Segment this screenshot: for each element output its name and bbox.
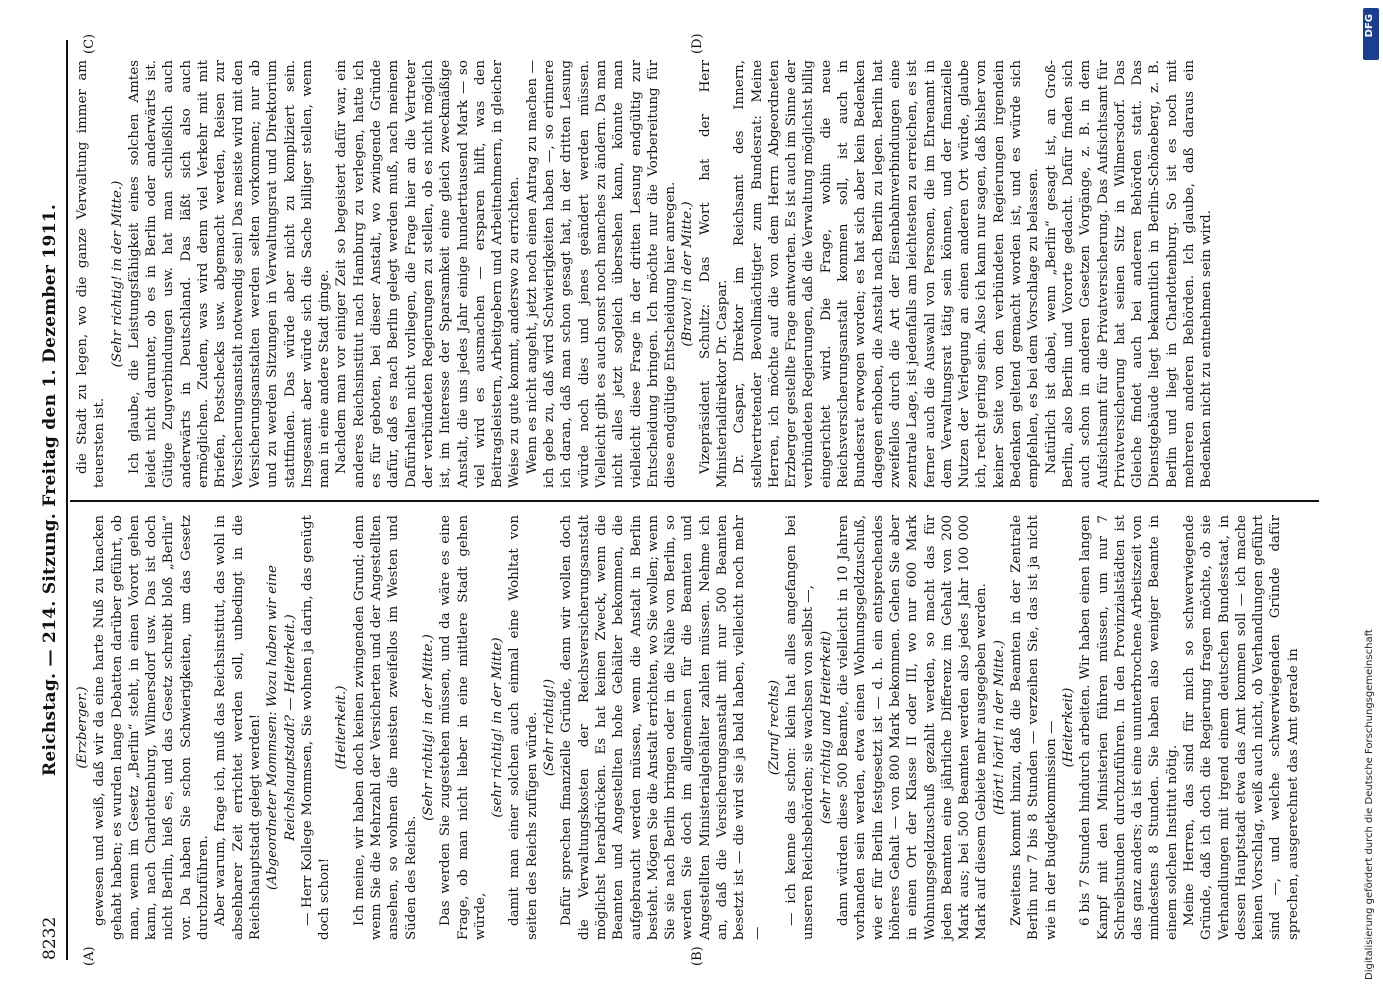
- paragraph: (Hört! hört! in der Mitte.): [991, 640, 1007, 815]
- paragraph: — ich kenne das schon: klein hat alles angefangen bei unseren Reichsbehörden; sie wachsen von selbst —,: [784, 515, 817, 940]
- paragraph: damit man einer solchen auch einmal eine Wohltat von seiten des Reichs zufügen würde.: [507, 515, 540, 940]
- paragraph: Ich glaube, die Leistungsfähigkeit eines solchen Amtes leidet nicht darunter, ob es in Berlin oder anderwärts ist. Gütige Zugverbindungen usw. hat man schließlich auch anderwärts in Deutschland. Das läßt sich also auch ermöglichen. Zudem, was wird denn viel Verkehr mit mit Briefen, Postschecks usw. abgemacht werden, Reisen zur Versicherungsanstalt notwendig sein! Das meiste wird mit den Versicherungsanstalten werden selten vorkommen; nur ab und zu werden Sitzungen in Verwaltungsrat und Direktorium stattfinden. Das würde aber nicht zu kompliziert sein. Insgesamt aber würde sich die Sache billiger stellen, wenn man in eine andere Stadt ginge.: [126, 60, 333, 488]
- page-number: 8232: [40, 916, 60, 960]
- paragraph: (Abgeordneter Mommsen: Wozu haben wir eine Reichshauptstadt? — Heiterkeit.): [265, 565, 298, 890]
- dfg-logo: DFG: [1363, 8, 1379, 60]
- paragraph: Meine Herren, das sind für mich so schwerwiegende Gründe, daß ich doch die Regierung fragen möchte, ob sie Verhandlungen mit irgend einem deutschen Bundesstaat, in dessen Hauptstadt etwa das Amt kommen soll — ich mache keinen Vorschlag, weiß auch nicht, ob Verhandlungen geführt sind —, und welche schwerwiegenden Gründe dafür sprechen, ausgerechnet das Amt gerade in: [1182, 515, 1301, 940]
- page-title: Reichstag. — 214. Sitzung. Freitag den 1. Dezember 1911.: [40, 203, 60, 777]
- paragraph: gewesen und weiß, daß wir da eine harte Nuß zu knacken gehabt haben; es wurden lange Debatten darüber geführt, ob man, wenn im Gesetz „Berlin“ steht, in einen Vorort gehen kann, nach Charlottenburg, Wilmersdorf usw. Das ist doch nicht Berlin, hieß es, und das Gesetz schreibt bloß „Berlin“ vor. Da haben Sie schon Schwierigkeiten, um das Gesetz durchzuführen.: [92, 515, 212, 940]
- column-divider: [70, 500, 1319, 502]
- digitization-credit: [1362, 0, 1382, 1000]
- left-text-column: [74, 515, 1302, 940]
- paragraph: — Herr Kollege Mommsen, Sie wohnen ja darin, das genügt doch schon!: [299, 515, 333, 940]
- margin-mark-a: (A): [82, 946, 97, 966]
- paragraph: Nachdem man vor einiger Zeit so begeistert dafür war, ein anderes Reichsinstitut nach Hamburg zu verlegen, hatte ich es für geboten, bei dieser Anstalt, wo zwingende Gründe dafür, daß es nach Berlin gelegt werden muß, nach meinem Dafürhalten nicht vorliegen, die Frage hier an die Vertreter der verbündeten Regierungen zu stellen, ob es nicht möglich ist, im Interesse der Sparsamkeit eine gleich zweckmäßige Anstalt, die uns jedes Jahr einige hunderttausend Mark — so viel wird es ausmachen — ersparen hilft, was den Beitragsleistern, Arbeitgebern und Arbeitnehmern, in gleicher Weise zu gute kommt, anderswo zu errichten.: [334, 60, 523, 488]
- paragraph: (Bravo! in der Mitte.): [680, 201, 696, 347]
- paragraph: Natürlich ist dabei, wenn „Berlin“ gesagt ist, an Groß-Berlin, also Berlin und Vororte gedacht. Dafür finden sich auch schon in anderen Gesetzen Vorgänge, z. B. in dem Aufsichtsamt für die Privatversicherung. Das Aufsichtsamt für Privatversicherung hat seinen Sitz in Wilmersdorf. Das Gleiche findet auch bei anderen Behörden statt. Das Dienstgebäude liegt bekanntlich in Berlin-Schöneberg, z. B. Berlin und liegt in Charlottenburg. So ist es noch mit mehreren anderen Behörden. Ich glaube, daß daraus ein Bedenken nicht zu entnehmen sein wird.: [1043, 60, 1215, 488]
- paragraph: Dr. Caspar, Direktor im Reichsamt des Innern, stellvertretender Bevollmächtigter zum Bundesrat: Meine Herren, ich möchte auf die von dem Herrn Abgeordneten Erzberger gestellte Frage antworten. Es ist auch im Sinne der verbündeten Regierungen, daß die Verwaltung möglichst billig eingerichtet wird. Die Frage, wohin die neue Reichsversicherungsanstalt kommen soll, ist auch in Bundesrat erwogen worden; es hat sich aber kein Bedenken dagegen erhoben, die Anstalt nach Berlin zu legen. Berlin hat zweifellos durch die Art der Eisenbahnverbindungen eine zentrale Lage, ist jedenfalls am leichtesten zu erreichen, es ist ferner auch die Auswahl von Personen, die im Ehrenamt in dem Verwaltungsrat tätig sein können, und der finanzielle Nutzen der Verlegung an einen anderen Ort würde, glaube ich, recht gering sein. Also ich kann nur sagen, daß bisher von keiner Seite von den verbündeten Regierungen irgendein Bedenken geltend gemacht worden ist, und es würde sich empfehlen, es bei dem Vorschlage zu belassen.: [732, 59, 1042, 488]
- paragraph: (Heiterkeit.): [334, 685, 350, 770]
- paragraph: (Sehr richtig!): [542, 678, 558, 777]
- paragraph: (Zuruf rechts): [766, 679, 782, 776]
- paragraph: Ich meine, wir haben doch keinen zwingenden Grund; denn wenn Sie die Mehrzahl der Versicherten und der Angestellten ansehen, so wohnen die meisten zweifellos im Westen und Süden des Reichs.: [351, 515, 419, 940]
- paragraph: (Heiterkeit): [1060, 687, 1076, 768]
- paragraph: (Sehr richtig! in der Mitte.): [109, 180, 125, 368]
- paragraph: (sehr richtig und Heiterkeit): [818, 630, 834, 825]
- paragraph: Das werden Sie zugestehen müssen, und da wäre es eine Frage, ob man nicht lieber in eine mittlere Stadt gehen würde,: [438, 515, 488, 940]
- paragraph: Wenn es nicht angeht, jetzt noch einen Antrag zu machen — ich gebe zu, daß wird Schwierigkeiten haben —, so erinnere ich daran, daß man schon gesagt hat, in der dritten Lesung würde noch dies und jenes geändert werden müssen. Vielleicht gibt es auch sonst noch manches zu ändern. Da man nicht alles jetzt sogleich übersehen kann, könnte man vielleicht diese Frage in der dritten Lesung endgültig zur Entscheidung bringen. Ich möchte nur die Vorbereitung für diese endgültige Entscheidung hier anregen.: [524, 60, 679, 488]
- margin-mark-c: (C): [82, 33, 97, 54]
- paragraph: Vizepräsident Schultz: Das Wort hat der Herr Ministerialdirektor Dr. Caspar.: [697, 60, 730, 488]
- paragraph: Dafür sprechen finanzielle Gründe, denn wir wollen doch die Verwaltungskosten der Reichsversicherungsanstalt möglichst herabdrücken. Es hat keinen Zweck, wenn die Beamten und Angestellten hohe Gehälter bekommen, die aufgebraucht werden müssen, wenn die Anstalt in Berlin besteht. Mögen Sie die Anstalt errichten, wo Sie wollen; wenn Sie sie nach Berlin bringen oder in die Nähe von Berlin, so werden Sie doch im allgemeinen für die Beamten und Angestellten Ministerialgehälter zahlen müssen. Nehme ich an, daß die Versicherungsanstalt mit nur 500 Beamten besetzt ist — die wird sie ja bald haben, vielleicht noch mehr —: [559, 515, 765, 940]
- paragraph: (sehr richtig! in der Mitte): [490, 637, 506, 818]
- paragraph: die Stadt zu legen, wo die ganze Verwaltung immer am teuersten ist.: [75, 60, 108, 488]
- paragraph: (Sehr richtig! in der Mitte.): [420, 634, 436, 821]
- credit-text: Digitalisierung gefördert durch die Deutsche Forschungsgemeinschaft: [1364, 629, 1375, 980]
- paragraph: 6 bis 7 Stunden hindurch arbeiten. Wir haben einen langen Kampf mit den Ministerien führen müssen, um nur 7 Schreibstunden durchzuführen. In den Provinzialstädten ist das ganz anders; da ist eine ununterbrochene Arbeitszeit von mindestens 8 Stunden. Sie haben also weniger Beamte in einem solchen Institut nötig.: [1078, 515, 1180, 940]
- page-header: [36, 40, 66, 960]
- margin-mark-d: (D): [690, 33, 705, 54]
- header-rule: [66, 40, 68, 960]
- paragraph: dann würden diese 500 Beamte, die vielleicht in 10 Jahren vorhanden sein werden, etwa einen Wohnungsgeldzuschuß, wie er für Berlin festgesetzt ist — d. h. ein entsprechendes höheres Gehalt — von 800 Mark bekommen. Gehen Sie aber in einen Ort der Klasse II oder III, wo nur 600 Mark Wohnungsgeldzuschuß gezahlt werden, so macht das für jeden Beamten eine jährliche Differenz im Gehalt von 200 Mark aus; bei 500 Beamten werden also jedes Jahr 100 000 Mark auf diesem Gebiete mehr ausgegeben werden.: [836, 515, 990, 940]
- margin-mark-b: (B): [690, 946, 705, 966]
- paragraph: (Erzberger.): [75, 686, 90, 769]
- paragraph: Zweitens kommt hinzu, daß die Beamten in der Zentrale Berlin nur 7 bis 8 Stunden — verzeihen Sie, das ist ja nicht wie in der Budgetkommission —: [1009, 515, 1059, 940]
- paragraph: Aber warum, frage ich, muß das Reichsinstitut, das wohl in absehbarer Zeit errichtet werden soll, unbedingt in die Reichshauptstadt gelegt werden!: [213, 515, 263, 940]
- right-text-column: [74, 60, 1216, 488]
